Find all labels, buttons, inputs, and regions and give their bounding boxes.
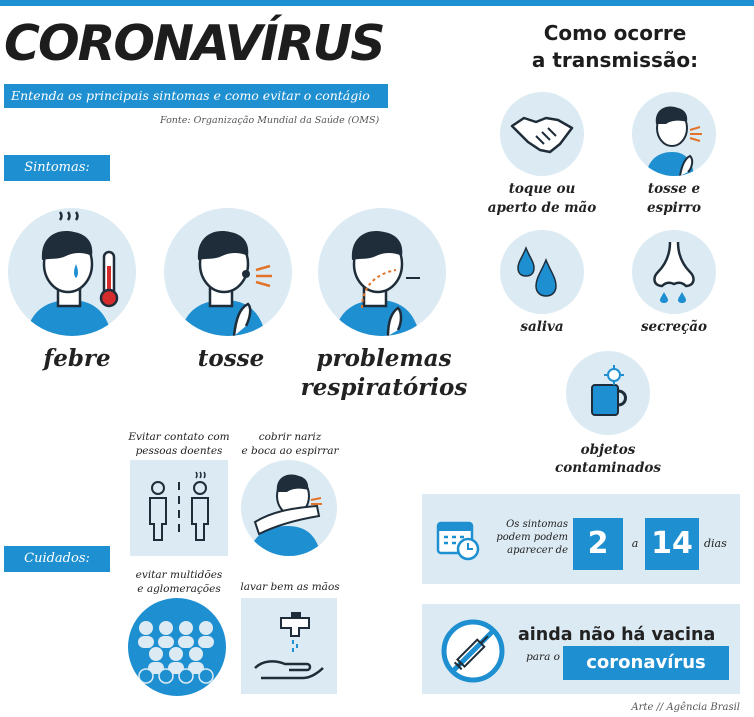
cover-sneeze-icon	[241, 460, 337, 556]
transmission-label-touch-line1: toque ou	[508, 181, 576, 197]
care-caption-sneeze-line1: cobrir nariz	[258, 431, 322, 443]
care-caption-handwash: lavar bem as mãos	[240, 581, 340, 593]
top-accent-bar	[0, 0, 754, 6]
breathing-icon	[318, 208, 446, 336]
handwash-icon	[241, 598, 337, 694]
cough-icon	[164, 208, 292, 336]
transmission-label-touch-line2: aperto de mão	[487, 200, 597, 216]
no-syringe-icon	[440, 618, 506, 684]
symptom-label-fever: febre	[43, 345, 111, 372]
source-note: Fonte: Organização Mundial da Saúde (OMS)	[160, 115, 380, 126]
page-title: CORONAVÍRUS	[4, 15, 384, 72]
handshake-icon	[500, 92, 584, 176]
incubation-text-line2: podem podem	[496, 532, 568, 543]
care-caption-sneeze-line2: e boca ao espirrar	[241, 445, 339, 457]
transmission-label-objects-line2: contaminados	[554, 460, 662, 476]
fever-icon	[8, 208, 136, 336]
transmission-title-line2: a transmissão:	[531, 48, 699, 72]
droplets-icon	[500, 230, 584, 314]
incubation-text-line3: aparecer de	[507, 545, 568, 556]
symptom-label-cough: tosse	[197, 345, 265, 372]
transmission-title-line1: Como ocorre	[543, 21, 687, 45]
care-caption-crowd-line1: evitar multidões	[135, 569, 223, 581]
cup-virus-icon	[566, 351, 650, 435]
care-caption-contact-line1: Evitar contato com	[128, 431, 230, 443]
incubation-from: 2	[573, 518, 623, 570]
care-tag: Cuidados:	[4, 546, 110, 572]
transmission-label-objects-line1: objetos	[580, 442, 636, 458]
symptoms-tag: Sintomas:	[4, 155, 110, 181]
transmission-label-sneeze-line1: tosse e	[647, 181, 701, 197]
sneeze-icon	[632, 92, 716, 176]
symptom-label-breathing-line2: respiratórios	[300, 374, 468, 401]
vaccine-line1: ainda não há vacina	[518, 625, 716, 645]
vaccine-highlight: coronavírus	[563, 646, 729, 680]
care-caption-crowd-line2: e aglomerações	[137, 583, 221, 595]
crowd-icon	[128, 598, 226, 696]
incubation-to: 14	[645, 518, 699, 570]
incubation-unit: dias	[704, 537, 727, 550]
incubation-connector: a	[631, 537, 639, 550]
nose-icon	[632, 230, 716, 314]
care-caption-contact-line2: pessoas doentes	[135, 445, 223, 457]
transmission-label-secretion: secreção	[640, 319, 708, 335]
transmission-label-sneeze-line2: espirro	[647, 200, 701, 216]
sick-people-icon	[130, 460, 228, 556]
page-subtitle: Entenda os principais sintomas e como evitar o contágio	[4, 84, 388, 108]
symptom-label-breathing-line1: problemas	[316, 345, 452, 372]
incubation-text-line1: Os sintomas	[506, 519, 568, 530]
transmission-label-saliva: saliva	[520, 319, 564, 335]
calendar-clock-icon	[436, 517, 480, 561]
credit-note: Arte // Agência Brasil	[631, 702, 740, 713]
vaccine-prefix: para o	[526, 651, 560, 663]
